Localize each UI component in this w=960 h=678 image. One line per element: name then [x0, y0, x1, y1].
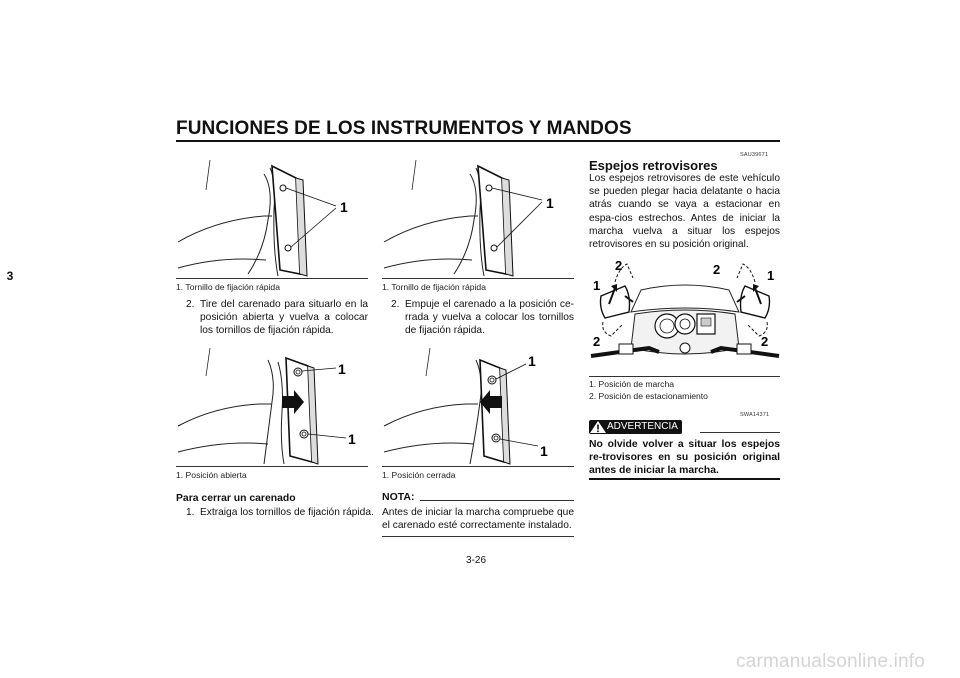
callout-1: 1: [593, 278, 601, 293]
step-number: 2.: [391, 299, 400, 310]
callout-1: 1: [767, 268, 775, 283]
figure-caption: 1. Posición abierta: [176, 470, 247, 480]
figure-rule: [382, 278, 574, 279]
step-number: 1.: [186, 507, 195, 518]
warning-rule-bottom: [589, 478, 780, 480]
callout-1: 1: [340, 199, 348, 215]
note-rule-bottom: [382, 536, 574, 537]
instruction-step: [391, 298, 574, 340]
instruction-step: [186, 298, 368, 340]
page-number: 3-26: [466, 555, 487, 566]
note-text: Antes de iniciar la marcha compruebe que el carenado esté correctamente instalado.: [382, 507, 574, 532]
warning-text: No olvide volver a situar los espejos re-trovisores en su posición original antes de iniciar la marcha.: [589, 439, 780, 477]
note-label: NOTA:: [382, 491, 415, 503]
figure-caption: 1. Posición de marcha: [589, 379, 675, 389]
callout-2: 2: [761, 334, 769, 349]
callout-2: 2: [713, 262, 721, 277]
warning-badge: [589, 420, 682, 434]
figure-caption: 1. Tornillo de fijación rápida: [176, 282, 280, 292]
reference-code: SWA14371: [740, 412, 770, 418]
step-text: Empuje el carenado a la posición ce-rrada y vuelva a colocar los tornillos de fijación rápida.: [405, 299, 574, 337]
warning-rule-top: [700, 432, 780, 433]
figure-closed-position: [382, 342, 582, 466]
section-paragraph: Los espejos retrovisores de este vehículo se pueden plegar hacia delatante o hacia atrás cuando se vaya a estacionar en espa-cios estrechos. Antes de iniciar la marcha vuelva a situar los espejos retrovisores en su posición original.: [589, 173, 780, 251]
figure-rule: [589, 376, 780, 377]
figure-rule: [176, 466, 368, 467]
figure-quick-fastener-1: [176, 150, 376, 278]
page-title: FUNCIONES DE LOS INSTRUMENTOS Y MANDOS: [176, 118, 632, 139]
warning-label: ADVERTENCIA: [607, 421, 678, 432]
figure-caption: 2. Posición de estacionamiento: [589, 391, 708, 401]
section-title: Espejos retrovisores: [589, 158, 718, 173]
subheading: Para cerrar un carenado: [176, 493, 296, 504]
callout-1: 1: [338, 361, 346, 377]
callout-2: 2: [593, 334, 601, 349]
chapter-tab: 3: [6, 269, 14, 283]
header-rule: [176, 140, 780, 142]
step-text: Extraiga los tornillos de fijación rápida.: [200, 507, 374, 518]
warning-triangle-icon: [589, 420, 607, 434]
callout-1: 1: [528, 353, 536, 369]
step-number: 2.: [186, 299, 195, 310]
figure-caption: 1. Posición cerrada: [382, 470, 456, 480]
figure-rule: [382, 466, 574, 467]
step-text: Tire del carenado para situarlo en la posición abierta y vuelva a colocar los tornillos de fijación rápida.: [200, 299, 368, 337]
figure-quick-fastener-2: [382, 150, 582, 278]
figure-caption: 1. Tornillo de fijación rápida: [382, 282, 486, 292]
figure-rule: [176, 278, 368, 279]
note-rule-top: [420, 500, 574, 501]
callout-1: 1: [546, 195, 554, 211]
watermark: carmanualsonline.info: [736, 651, 926, 672]
callout-2: 2: [615, 258, 623, 273]
figure-open-position: [176, 342, 376, 466]
callout-1: 1: [348, 431, 356, 447]
figure-mirrors: [589, 252, 781, 376]
callout-1: 1: [540, 443, 548, 459]
instruction-step: [186, 506, 376, 520]
reference-code: SAU39671: [740, 152, 769, 158]
